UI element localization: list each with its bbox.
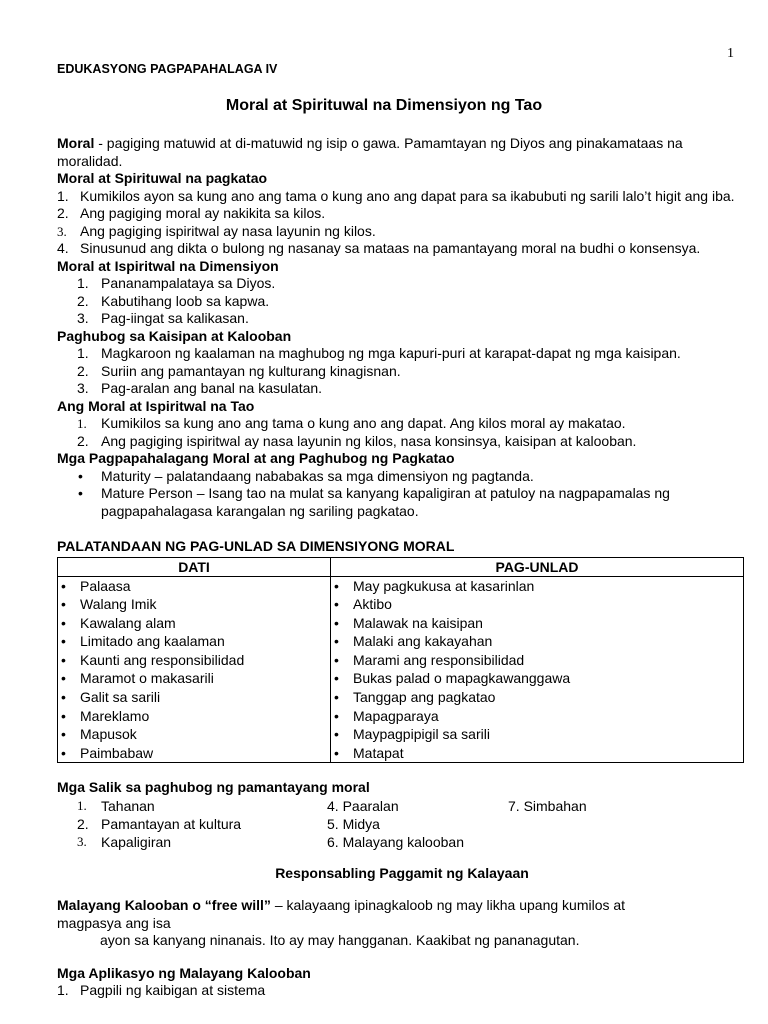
bullet-icon: • [334,707,339,724]
list-number: 1. [77,797,87,813]
section-heading-moral-ispiritwal-tao: Ang Moral at Ispiritwal na Tao [57,397,255,414]
section-heading-pagpapahalagang-moral: Mga Pagpapahalagang Moral at ang Paghubog ng Pagkatao [57,450,455,466]
moral-ispiritwal-tao-list [57,415,747,450]
list-text: Ang pagiging ispiritwal ay nasa layunin ng kilos. [80,222,376,239]
document-body [57,135,747,1000]
list-item [58,595,330,614]
list-item [331,632,743,651]
list-item [331,595,743,614]
list-item [331,669,743,688]
list-item [331,725,743,744]
list-item [57,345,747,363]
list-text: Paimbabaw [80,744,154,761]
bullet-icon: • [334,651,339,668]
list-item [58,614,330,633]
paghubog-kaisipan-list [57,345,747,398]
list-item [57,275,747,293]
table-title: PALATANDAAN NG PAG-UNLAD SA DIMENSIYONG MORAL [57,538,455,554]
subject-header: EDUKASYONG PAGPAPAHALAGA IV [57,62,278,76]
bullet-icon: • [334,670,339,687]
list-text: Magkaroon ng kaalaman na maghubog ng mga kapuri-puri at karapat-dapat ng mga kaisipan. [101,345,681,361]
list-item [58,632,330,651]
moral-def-line2: moralidad. [57,152,123,169]
dati-cell [58,576,331,763]
bullet-icon: • [61,670,66,687]
free-will-line1: – kalayaang ipinagkaloob ng may likha upang kumilos at [270,897,626,914]
aplikasyon-heading: Mga Aplikasyo ng Malayang Kalooban [57,964,311,981]
moral-separator: - [94,135,107,151]
bullet-icon: • [334,744,339,761]
list-number: 1. [77,345,89,361]
section-heading-paghubog-kaisipan: Paghubog sa Kaisipan at Kalooban [57,327,292,344]
list-text: Mapusok [80,726,137,743]
list-text: Mareklamo [80,707,150,724]
list-item [58,669,330,688]
list-item [331,651,743,670]
page-title: Moral at Spirituwal na Dimensiyon ng Tao [225,97,543,114]
list-item [57,380,747,398]
list-text: Matapat [353,744,404,761]
pag-unlad-cell [331,576,744,763]
list-text: Malaki ang kakayahan [353,633,493,650]
list-number: 2. [77,292,89,309]
section-heading-moral-ispiritwal-dimensiyon: Moral at Ispiritwal na Dimensiyon [57,257,279,274]
free-will-paragraph [57,897,747,950]
list-item [57,815,241,833]
list-item [57,240,747,258]
list-item: 7. Simbahan [508,797,587,814]
salik-column-3 [508,797,587,815]
list-text: Maypagpipigil sa sarili [353,726,490,743]
list-text: Aktibo [353,596,392,613]
pag-unlad-list [331,577,743,763]
list-item [331,614,743,633]
list-text: Marami ang responsibilidad [353,651,525,668]
bullet-icon: • [61,633,66,650]
list-item [57,205,747,223]
aplikasyon-item [57,982,747,1000]
list-text: Sinusunud ang dikta o bulong ng nasanay sa mataas na pamantayang moral na budhi o konsensya. [80,240,701,256]
list-text: Kaunti ang responsibilidad [80,651,245,668]
bullet-icon: • [334,726,339,743]
list-number: 4. [57,240,69,256]
list-text: Malawak na kaisipan [353,614,483,631]
list-item [57,485,747,520]
bullet-icon: • [78,485,83,501]
list-text: May pagkukusa at kasarinlan [353,577,535,594]
list-item [58,744,330,763]
pagpapahalagang-moral-list [57,468,747,521]
moral-ispiritwal-dimensiyon-list [57,275,747,328]
list-item [57,188,747,206]
bullet-icon: • [61,651,66,668]
list-item [58,688,330,707]
list-text: Maturity – palatandaang nababakas sa mga dimensiyon ng pagtanda. [101,467,534,484]
list-item [331,744,743,763]
section-heading-moral-spirituwal-pagkatao: Moral at Spirituwal na pagkatao [57,170,268,186]
bullet-icon: • [334,596,339,613]
list-item [58,725,330,744]
salik-column-2 [327,797,464,851]
list-number: 1. [77,275,89,291]
list-text: Kabutihang loob sa kapwa. [101,292,270,309]
salik-column-1 [57,797,241,851]
list-number: 2. [77,432,89,449]
moral-spirituwal-pagkatao-list [57,188,747,258]
list-text: Palaasa [80,577,131,594]
list-number: 2. [77,815,89,832]
list-number: 3. [77,310,89,326]
list-text: Maramot o makasarili [80,670,214,687]
list-number: 3. [57,223,67,239]
bullet-icon: • [334,577,339,594]
list-item [58,651,330,670]
salik-heading: Mga Salik sa paghubog ng pamantayang moral [57,779,370,796]
column-header-pag-unlad: PAG-UNLAD [331,557,744,576]
bullet-icon: • [78,467,83,484]
dati-list [58,577,330,763]
list-text: Tanggap ang pagkatao [353,689,496,706]
list-item: 4. Paaralan [327,797,399,814]
list-item [57,310,747,328]
list-text: Mature Person – Isang tao na mulat sa kanyang kapaligiran at patuloy na nagpapamalas ng pagpapahalagasa karangalan ng sariling pagkatao. [101,485,670,519]
list-item [57,797,241,815]
list-item [331,707,743,726]
list-item [58,577,330,596]
bullet-icon: • [334,689,339,706]
list-text: Kawalang alam [80,614,176,631]
list-text: Ang pagiging moral ay nakikita sa kilos. [80,205,326,221]
bullet-icon: • [334,633,339,650]
list-text: Pagpili ng kaibigan at sistema [80,982,266,999]
bullet-icon: • [61,577,66,594]
list-text: Galit sa sarili [80,689,161,706]
list-number: 2. [57,205,69,221]
list-item [57,833,241,851]
list-number: 1. [57,982,69,999]
list-item [57,415,747,433]
bullet-icon: • [61,744,66,761]
free-will-line3: ayon sa kanyang ninanais. Ito ay may hangganan. Kaakibat ng pananagutan. [100,932,580,949]
column-header-dati: DATI [58,557,331,576]
list-item [57,293,747,311]
list-text: Pamantayan at kultura [101,815,242,832]
free-will-term: Malayang Kalooban o “free will” [57,897,271,914]
palatandaan-table [57,557,744,764]
list-text: Suriin ang pamantayan ng kulturang kinagisnan. [101,362,401,379]
list-number: 1. [77,416,87,431]
list-item [58,707,330,726]
list-text: Pag-iingat sa kalikasan. [101,310,249,326]
bullet-icon: • [61,596,66,613]
list-item [57,363,747,381]
bullet-icon: • [61,707,66,724]
bullet-icon: • [334,614,339,631]
list-text: Pananampalataya sa Diyos. [101,275,276,291]
list-text: Kumikilos sa kung ano ang tama o kung ano ang dapat. Ang kilos moral ay makatao. [101,415,626,431]
responsable-heading: Responsabling Paggamit ng Kalayaan [275,864,529,881]
table-row [58,576,744,763]
bullet-icon: • [61,689,66,706]
list-item [57,433,747,451]
list-item: 5. Midya [327,815,380,832]
list-text: Kapaligiran [101,833,172,850]
list-text: Kumikilos ayon sa kung ano ang tama o kung ano ang dapat para sa ikabubuti ng sarili lalo’t higit ang iba. [80,187,735,204]
list-text: Mapagparaya [353,707,439,724]
bullet-icon: • [61,614,66,631]
list-text: Pag-aralan ang banal na kasulatan. [101,380,323,396]
moral-definition [57,135,747,170]
list-number: 2. [77,362,89,379]
salik-list [57,797,747,851]
free-will-line2: magpasya ang isa [57,914,171,931]
list-text: Walang Imik [80,596,157,613]
list-item [331,577,743,596]
list-item [331,688,743,707]
bullet-icon: • [61,726,66,743]
page-number: 1 [727,46,734,61]
list-text: Ang pagiging ispiritwal ay nasa layunin ng kilos, nasa konsinsya, kaisipan at kalooban. [101,432,637,449]
moral-def-line1: pagiging matuwid at di-matuwid ng isip o gawa. Pamamtayan ng Diyos ang pinakamataas na [106,135,683,151]
list-item [57,223,747,241]
list-text: Limitado ang kaalaman [80,633,225,650]
list-text: Bukas palad o mapagkawanggawa [353,670,571,687]
list-item [57,468,747,486]
list-number: 3. [77,380,89,396]
list-number: 3. [77,833,87,849]
table-header-row [58,557,744,576]
list-item: 6. Malayang kalooban [327,833,464,850]
moral-term: Moral [57,135,95,151]
list-text: Tahanan [101,797,155,814]
list-number: 1. [57,187,69,204]
